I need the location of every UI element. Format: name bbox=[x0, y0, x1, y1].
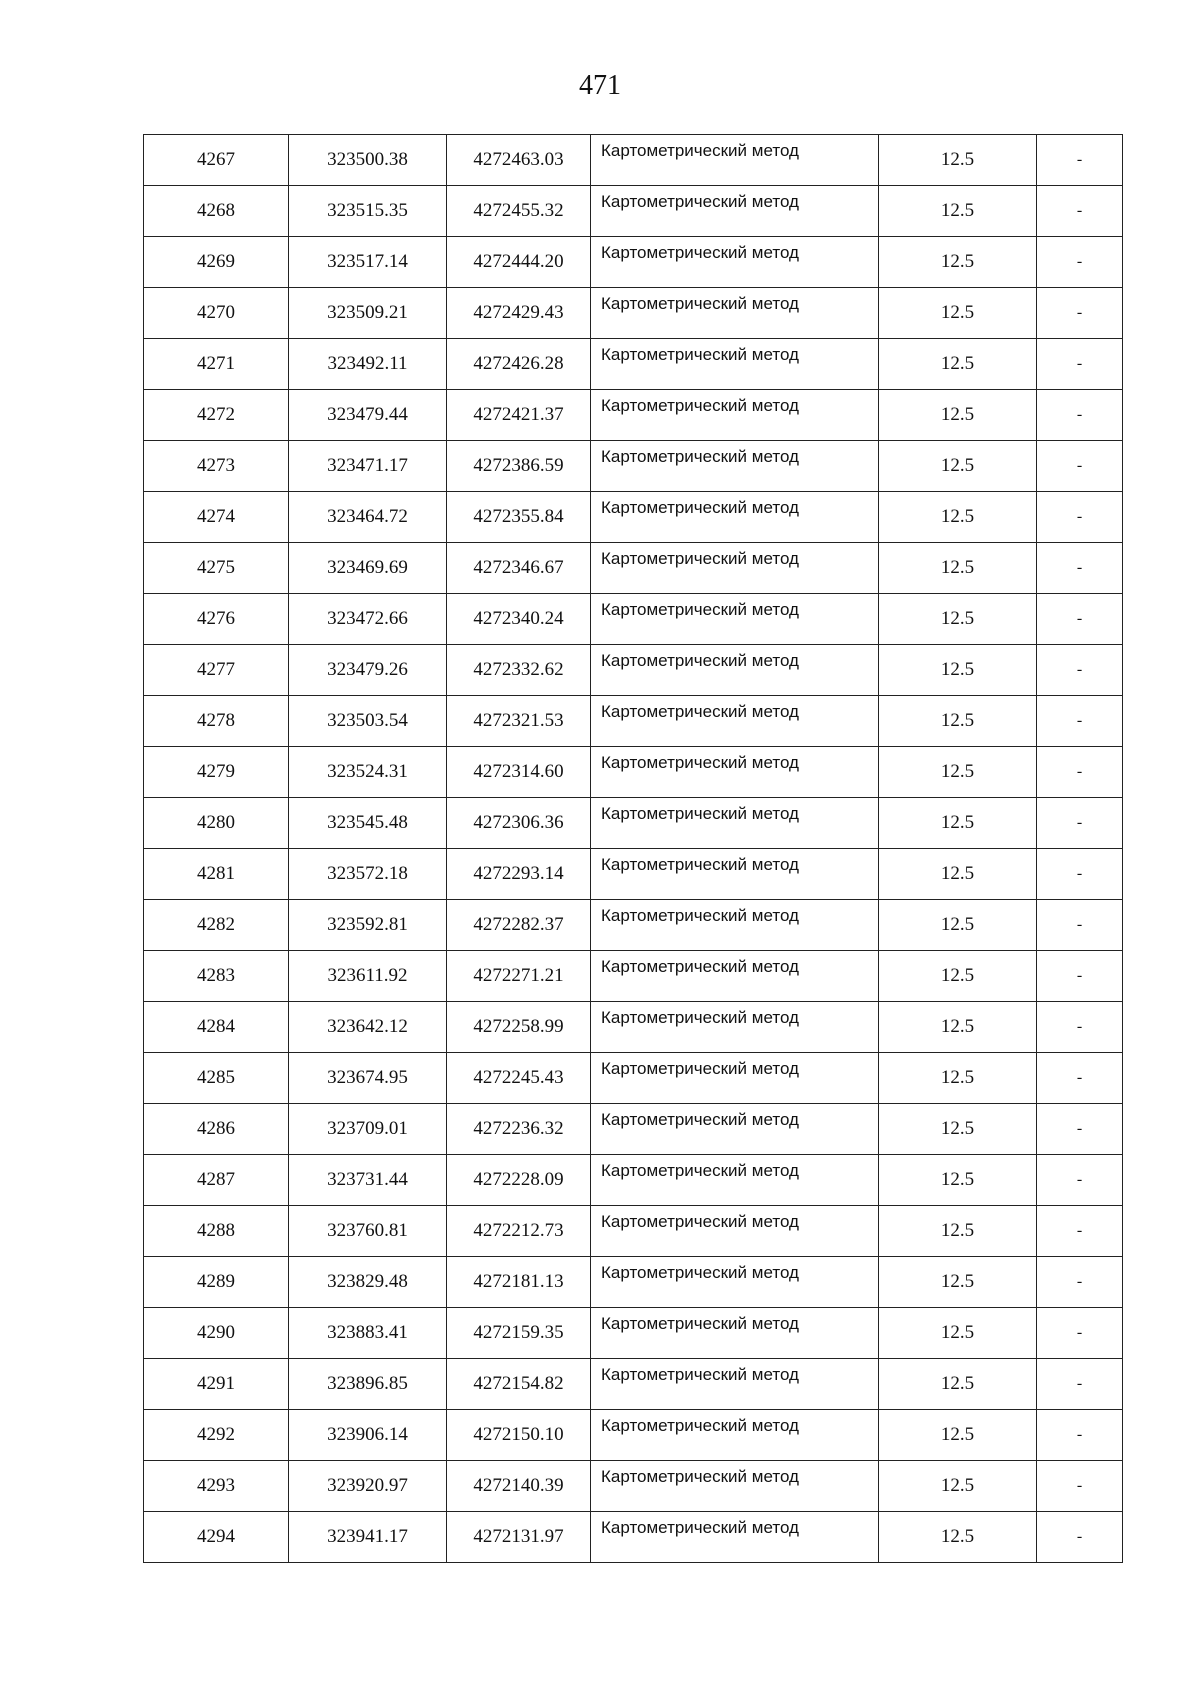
y-coordinate-cell: 4272282.37 bbox=[447, 900, 591, 951]
table-row bbox=[144, 696, 1123, 747]
x-coordinate-cell: 323592.81 bbox=[289, 900, 447, 951]
point-number-cell: 4274 bbox=[144, 492, 289, 543]
y-coordinate-cell: 4272429.43 bbox=[447, 288, 591, 339]
note-cell: - bbox=[1037, 1410, 1123, 1461]
method-cell: Картометрический метод bbox=[591, 1461, 879, 1512]
method-cell: Картометрический метод bbox=[591, 645, 879, 696]
point-number-cell: 4280 bbox=[144, 798, 289, 849]
x-coordinate-cell: 323760.81 bbox=[289, 1206, 447, 1257]
table-row bbox=[144, 1512, 1123, 1563]
x-coordinate-cell: 323524.31 bbox=[289, 747, 447, 798]
accuracy-cell: 12.5 bbox=[879, 237, 1037, 288]
accuracy-cell: 12.5 bbox=[879, 543, 1037, 594]
method-cell: Картометрический метод bbox=[591, 798, 879, 849]
method-cell: Картометрический метод bbox=[591, 900, 879, 951]
x-coordinate-cell: 323545.48 bbox=[289, 798, 447, 849]
method-cell: Картометрический метод bbox=[591, 1410, 879, 1461]
y-coordinate-cell: 4272421.37 bbox=[447, 390, 591, 441]
x-coordinate-cell: 323709.01 bbox=[289, 1104, 447, 1155]
accuracy-cell: 12.5 bbox=[879, 849, 1037, 900]
point-number-cell: 4278 bbox=[144, 696, 289, 747]
method-cell: Картометрический метод bbox=[591, 339, 879, 390]
coordinates-table bbox=[143, 134, 1123, 1563]
method-cell: Картометрический метод bbox=[591, 237, 879, 288]
y-coordinate-cell: 4272212.73 bbox=[447, 1206, 591, 1257]
point-number-cell: 4285 bbox=[144, 1053, 289, 1104]
x-coordinate-cell: 323464.72 bbox=[289, 492, 447, 543]
y-coordinate-cell: 4272159.35 bbox=[447, 1308, 591, 1359]
point-number-cell: 4284 bbox=[144, 1002, 289, 1053]
point-number-cell: 4273 bbox=[144, 441, 289, 492]
note-cell: - bbox=[1037, 1053, 1123, 1104]
note-cell: - bbox=[1037, 1206, 1123, 1257]
accuracy-cell: 12.5 bbox=[879, 900, 1037, 951]
y-coordinate-cell: 4272321.53 bbox=[447, 696, 591, 747]
point-number-cell: 4272 bbox=[144, 390, 289, 441]
table-row bbox=[144, 186, 1123, 237]
note-cell: - bbox=[1037, 237, 1123, 288]
x-coordinate-cell: 323829.48 bbox=[289, 1257, 447, 1308]
method-cell: Картометрический метод bbox=[591, 543, 879, 594]
table-row bbox=[144, 1308, 1123, 1359]
table-row bbox=[144, 492, 1123, 543]
note-cell: - bbox=[1037, 543, 1123, 594]
x-coordinate-cell: 323492.11 bbox=[289, 339, 447, 390]
accuracy-cell: 12.5 bbox=[879, 594, 1037, 645]
note-cell: - bbox=[1037, 1512, 1123, 1563]
x-coordinate-cell: 323479.44 bbox=[289, 390, 447, 441]
method-cell: Картометрический метод bbox=[591, 594, 879, 645]
note-cell: - bbox=[1037, 1155, 1123, 1206]
note-cell: - bbox=[1037, 645, 1123, 696]
x-coordinate-cell: 323515.35 bbox=[289, 186, 447, 237]
table-row bbox=[144, 1002, 1123, 1053]
accuracy-cell: 12.5 bbox=[879, 798, 1037, 849]
accuracy-cell: 12.5 bbox=[879, 1206, 1037, 1257]
accuracy-cell: 12.5 bbox=[879, 186, 1037, 237]
accuracy-cell: 12.5 bbox=[879, 747, 1037, 798]
table-row bbox=[144, 1359, 1123, 1410]
note-cell: - bbox=[1037, 339, 1123, 390]
accuracy-cell: 12.5 bbox=[879, 1155, 1037, 1206]
y-coordinate-cell: 4272386.59 bbox=[447, 441, 591, 492]
method-cell: Картометрический метод bbox=[591, 390, 879, 441]
x-coordinate-cell: 323642.12 bbox=[289, 1002, 447, 1053]
y-coordinate-cell: 4272245.43 bbox=[447, 1053, 591, 1104]
y-coordinate-cell: 4272150.10 bbox=[447, 1410, 591, 1461]
point-number-cell: 4292 bbox=[144, 1410, 289, 1461]
table-row bbox=[144, 594, 1123, 645]
accuracy-cell: 12.5 bbox=[879, 1461, 1037, 1512]
note-cell: - bbox=[1037, 186, 1123, 237]
x-coordinate-cell: 323479.26 bbox=[289, 645, 447, 696]
accuracy-cell: 12.5 bbox=[879, 1257, 1037, 1308]
table-row bbox=[144, 747, 1123, 798]
point-number-cell: 4268 bbox=[144, 186, 289, 237]
point-number-cell: 4283 bbox=[144, 951, 289, 1002]
method-cell: Картометрический метод bbox=[591, 1206, 879, 1257]
accuracy-cell: 12.5 bbox=[879, 696, 1037, 747]
accuracy-cell: 12.5 bbox=[879, 951, 1037, 1002]
method-cell: Картометрический метод bbox=[591, 747, 879, 798]
y-coordinate-cell: 4272426.28 bbox=[447, 339, 591, 390]
note-cell: - bbox=[1037, 1461, 1123, 1512]
note-cell: - bbox=[1037, 135, 1123, 186]
accuracy-cell: 12.5 bbox=[879, 339, 1037, 390]
method-cell: Картометрический метод bbox=[591, 135, 879, 186]
method-cell: Картометрический метод bbox=[591, 1002, 879, 1053]
method-cell: Картометрический метод bbox=[591, 849, 879, 900]
point-number-cell: 4267 bbox=[144, 135, 289, 186]
table-row bbox=[144, 1104, 1123, 1155]
x-coordinate-cell: 323472.66 bbox=[289, 594, 447, 645]
method-cell: Картометрический метод bbox=[591, 1257, 879, 1308]
accuracy-cell: 12.5 bbox=[879, 288, 1037, 339]
method-cell: Картометрический метод bbox=[591, 951, 879, 1002]
point-number-cell: 4293 bbox=[144, 1461, 289, 1512]
point-number-cell: 4290 bbox=[144, 1308, 289, 1359]
page-number: 471 bbox=[579, 70, 621, 101]
y-coordinate-cell: 4272455.32 bbox=[447, 186, 591, 237]
accuracy-cell: 12.5 bbox=[879, 1053, 1037, 1104]
method-cell: Картометрический метод bbox=[591, 1359, 879, 1410]
point-number-cell: 4281 bbox=[144, 849, 289, 900]
accuracy-cell: 12.5 bbox=[879, 390, 1037, 441]
table-row bbox=[144, 1461, 1123, 1512]
table-row bbox=[144, 1155, 1123, 1206]
method-cell: Картометрический метод bbox=[591, 1053, 879, 1104]
y-coordinate-cell: 4272181.13 bbox=[447, 1257, 591, 1308]
y-coordinate-cell: 4272271.21 bbox=[447, 951, 591, 1002]
table-body bbox=[144, 135, 1123, 1563]
y-coordinate-cell: 4272236.32 bbox=[447, 1104, 591, 1155]
table-row bbox=[144, 339, 1123, 390]
x-coordinate-cell: 323896.85 bbox=[289, 1359, 447, 1410]
accuracy-cell: 12.5 bbox=[879, 1308, 1037, 1359]
method-cell: Картометрический метод bbox=[591, 1155, 879, 1206]
accuracy-cell: 12.5 bbox=[879, 1410, 1037, 1461]
y-coordinate-cell: 4272258.99 bbox=[447, 1002, 591, 1053]
method-cell: Картометрический метод bbox=[591, 441, 879, 492]
method-cell: Картометрический метод bbox=[591, 492, 879, 543]
table-row bbox=[144, 237, 1123, 288]
accuracy-cell: 12.5 bbox=[879, 1512, 1037, 1563]
y-coordinate-cell: 4272293.14 bbox=[447, 849, 591, 900]
y-coordinate-cell: 4272355.84 bbox=[447, 492, 591, 543]
note-cell: - bbox=[1037, 696, 1123, 747]
point-number-cell: 4289 bbox=[144, 1257, 289, 1308]
point-number-cell: 4286 bbox=[144, 1104, 289, 1155]
y-coordinate-cell: 4272154.82 bbox=[447, 1359, 591, 1410]
table-row bbox=[144, 135, 1123, 186]
point-number-cell: 4269 bbox=[144, 237, 289, 288]
y-coordinate-cell: 4272346.67 bbox=[447, 543, 591, 594]
point-number-cell: 4288 bbox=[144, 1206, 289, 1257]
table-row bbox=[144, 288, 1123, 339]
method-cell: Картометрический метод bbox=[591, 186, 879, 237]
point-number-cell: 4282 bbox=[144, 900, 289, 951]
note-cell: - bbox=[1037, 441, 1123, 492]
accuracy-cell: 12.5 bbox=[879, 492, 1037, 543]
note-cell: - bbox=[1037, 747, 1123, 798]
point-number-cell: 4294 bbox=[144, 1512, 289, 1563]
point-number-cell: 4270 bbox=[144, 288, 289, 339]
accuracy-cell: 12.5 bbox=[879, 1002, 1037, 1053]
note-cell: - bbox=[1037, 1104, 1123, 1155]
table-row bbox=[144, 849, 1123, 900]
note-cell: - bbox=[1037, 492, 1123, 543]
table-row bbox=[144, 1410, 1123, 1461]
y-coordinate-cell: 4272463.03 bbox=[447, 135, 591, 186]
y-coordinate-cell: 4272131.97 bbox=[447, 1512, 591, 1563]
note-cell: - bbox=[1037, 1002, 1123, 1053]
note-cell: - bbox=[1037, 1308, 1123, 1359]
point-number-cell: 4271 bbox=[144, 339, 289, 390]
x-coordinate-cell: 323611.92 bbox=[289, 951, 447, 1002]
note-cell: - bbox=[1037, 798, 1123, 849]
x-coordinate-cell: 323674.95 bbox=[289, 1053, 447, 1104]
y-coordinate-cell: 4272314.60 bbox=[447, 747, 591, 798]
note-cell: - bbox=[1037, 1257, 1123, 1308]
method-cell: Картометрический метод bbox=[591, 1104, 879, 1155]
point-number-cell: 4291 bbox=[144, 1359, 289, 1410]
table-row bbox=[144, 900, 1123, 951]
table-row bbox=[144, 1257, 1123, 1308]
x-coordinate-cell: 323572.18 bbox=[289, 849, 447, 900]
x-coordinate-cell: 323500.38 bbox=[289, 135, 447, 186]
note-cell: - bbox=[1037, 849, 1123, 900]
x-coordinate-cell: 323906.14 bbox=[289, 1410, 447, 1461]
point-number-cell: 4279 bbox=[144, 747, 289, 798]
x-coordinate-cell: 323941.17 bbox=[289, 1512, 447, 1563]
x-coordinate-cell: 323920.97 bbox=[289, 1461, 447, 1512]
y-coordinate-cell: 4272444.20 bbox=[447, 237, 591, 288]
table-row bbox=[144, 390, 1123, 441]
point-number-cell: 4276 bbox=[144, 594, 289, 645]
point-number-cell: 4275 bbox=[144, 543, 289, 594]
x-coordinate-cell: 323503.54 bbox=[289, 696, 447, 747]
x-coordinate-cell: 323469.69 bbox=[289, 543, 447, 594]
x-coordinate-cell: 323471.17 bbox=[289, 441, 447, 492]
accuracy-cell: 12.5 bbox=[879, 645, 1037, 696]
point-number-cell: 4277 bbox=[144, 645, 289, 696]
accuracy-cell: 12.5 bbox=[879, 135, 1037, 186]
x-coordinate-cell: 323517.14 bbox=[289, 237, 447, 288]
table-row bbox=[144, 1206, 1123, 1257]
method-cell: Картометрический метод bbox=[591, 1308, 879, 1359]
y-coordinate-cell: 4272340.24 bbox=[447, 594, 591, 645]
y-coordinate-cell: 4272228.09 bbox=[447, 1155, 591, 1206]
point-number-cell: 4287 bbox=[144, 1155, 289, 1206]
method-cell: Картометрический метод bbox=[591, 696, 879, 747]
note-cell: - bbox=[1037, 594, 1123, 645]
note-cell: - bbox=[1037, 390, 1123, 441]
accuracy-cell: 12.5 bbox=[879, 1104, 1037, 1155]
note-cell: - bbox=[1037, 900, 1123, 951]
y-coordinate-cell: 4272140.39 bbox=[447, 1461, 591, 1512]
table-row bbox=[144, 798, 1123, 849]
accuracy-cell: 12.5 bbox=[879, 1359, 1037, 1410]
table-row bbox=[144, 441, 1123, 492]
y-coordinate-cell: 4272332.62 bbox=[447, 645, 591, 696]
note-cell: - bbox=[1037, 288, 1123, 339]
table-row bbox=[144, 951, 1123, 1002]
note-cell: - bbox=[1037, 1359, 1123, 1410]
table-row bbox=[144, 645, 1123, 696]
table-row bbox=[144, 1053, 1123, 1104]
x-coordinate-cell: 323509.21 bbox=[289, 288, 447, 339]
method-cell: Картометрический метод bbox=[591, 288, 879, 339]
note-cell: - bbox=[1037, 951, 1123, 1002]
x-coordinate-cell: 323731.44 bbox=[289, 1155, 447, 1206]
table-row bbox=[144, 543, 1123, 594]
x-coordinate-cell: 323883.41 bbox=[289, 1308, 447, 1359]
y-coordinate-cell: 4272306.36 bbox=[447, 798, 591, 849]
method-cell: Картометрический метод bbox=[591, 1512, 879, 1563]
accuracy-cell: 12.5 bbox=[879, 441, 1037, 492]
